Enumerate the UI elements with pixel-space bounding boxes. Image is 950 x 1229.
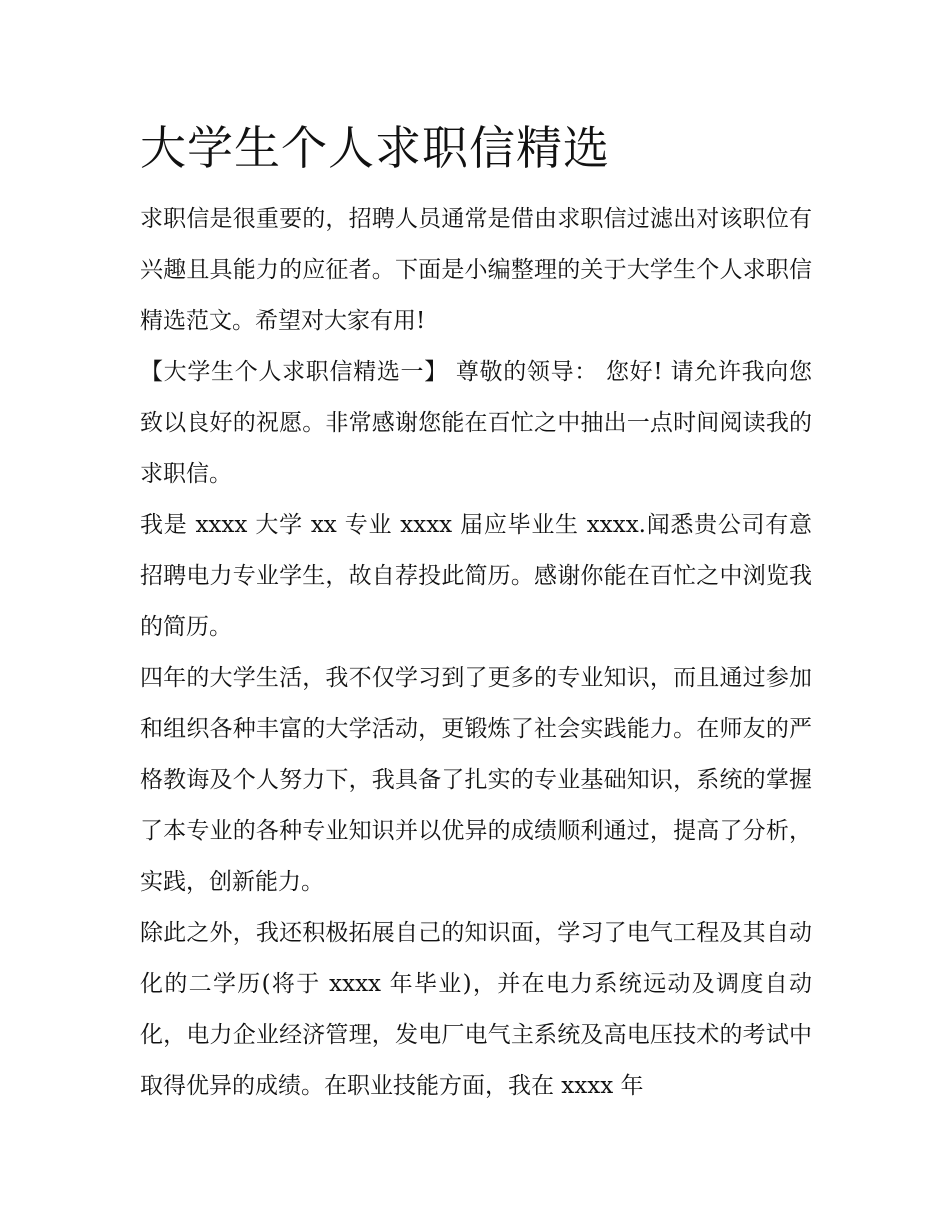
document-page: [140, 112, 812, 1112]
paragraph-greeting: 【大学生个人求职信精选一】 尊敬的领导： 您好! 请允许我向您致以良好的祝愿。非常感谢您能在百忙之中抽出一点时间阅读我的求职信。: [140, 359, 812, 487]
document-title: 大学生个人求职信精选: [140, 121, 610, 175]
paragraph-additional-skills: 除此之外，我还积极拓展自己的知识面，学习了电气工程及其自动化的二学历(将于 xxxx 年毕业)，并在电力系统远动及调度自动化，电力企业经济管理，发电厂电气主系统及高电压技术的考试中取得优异的成绩。在职业技能方面，我在 xxxx 年: [140, 920, 812, 1099]
paragraph-intro: 求职信是很重要的，招聘人员通常是借由求职信过滤出对该职位有兴趣且具能力的应征者。下面是小编整理的关于大学生个人求职信精选范文。希望对大家有用!: [140, 206, 812, 334]
paragraph-self-intro: 我是 xxxx 大学 xx 专业 xxxx 届应毕业生 xxxx.闻悉贵公司有意招聘电力专业学生，故自荐投此简历。感谢你能在百忙之中浏览我的简历。: [140, 512, 812, 640]
paragraph-university-life: 四年的大学生活，我不仅学习到了更多的专业知识，而且通过参加和组织各种丰富的大学活动，更锻炼了社会实践能力。在师友的严格教诲及个人努力下，我具备了扎实的专业基础知识，系统的掌握了本专业的各种专业知识并以优异的成绩顺利通过，提高了分析，实践，创新能力。: [140, 665, 812, 895]
